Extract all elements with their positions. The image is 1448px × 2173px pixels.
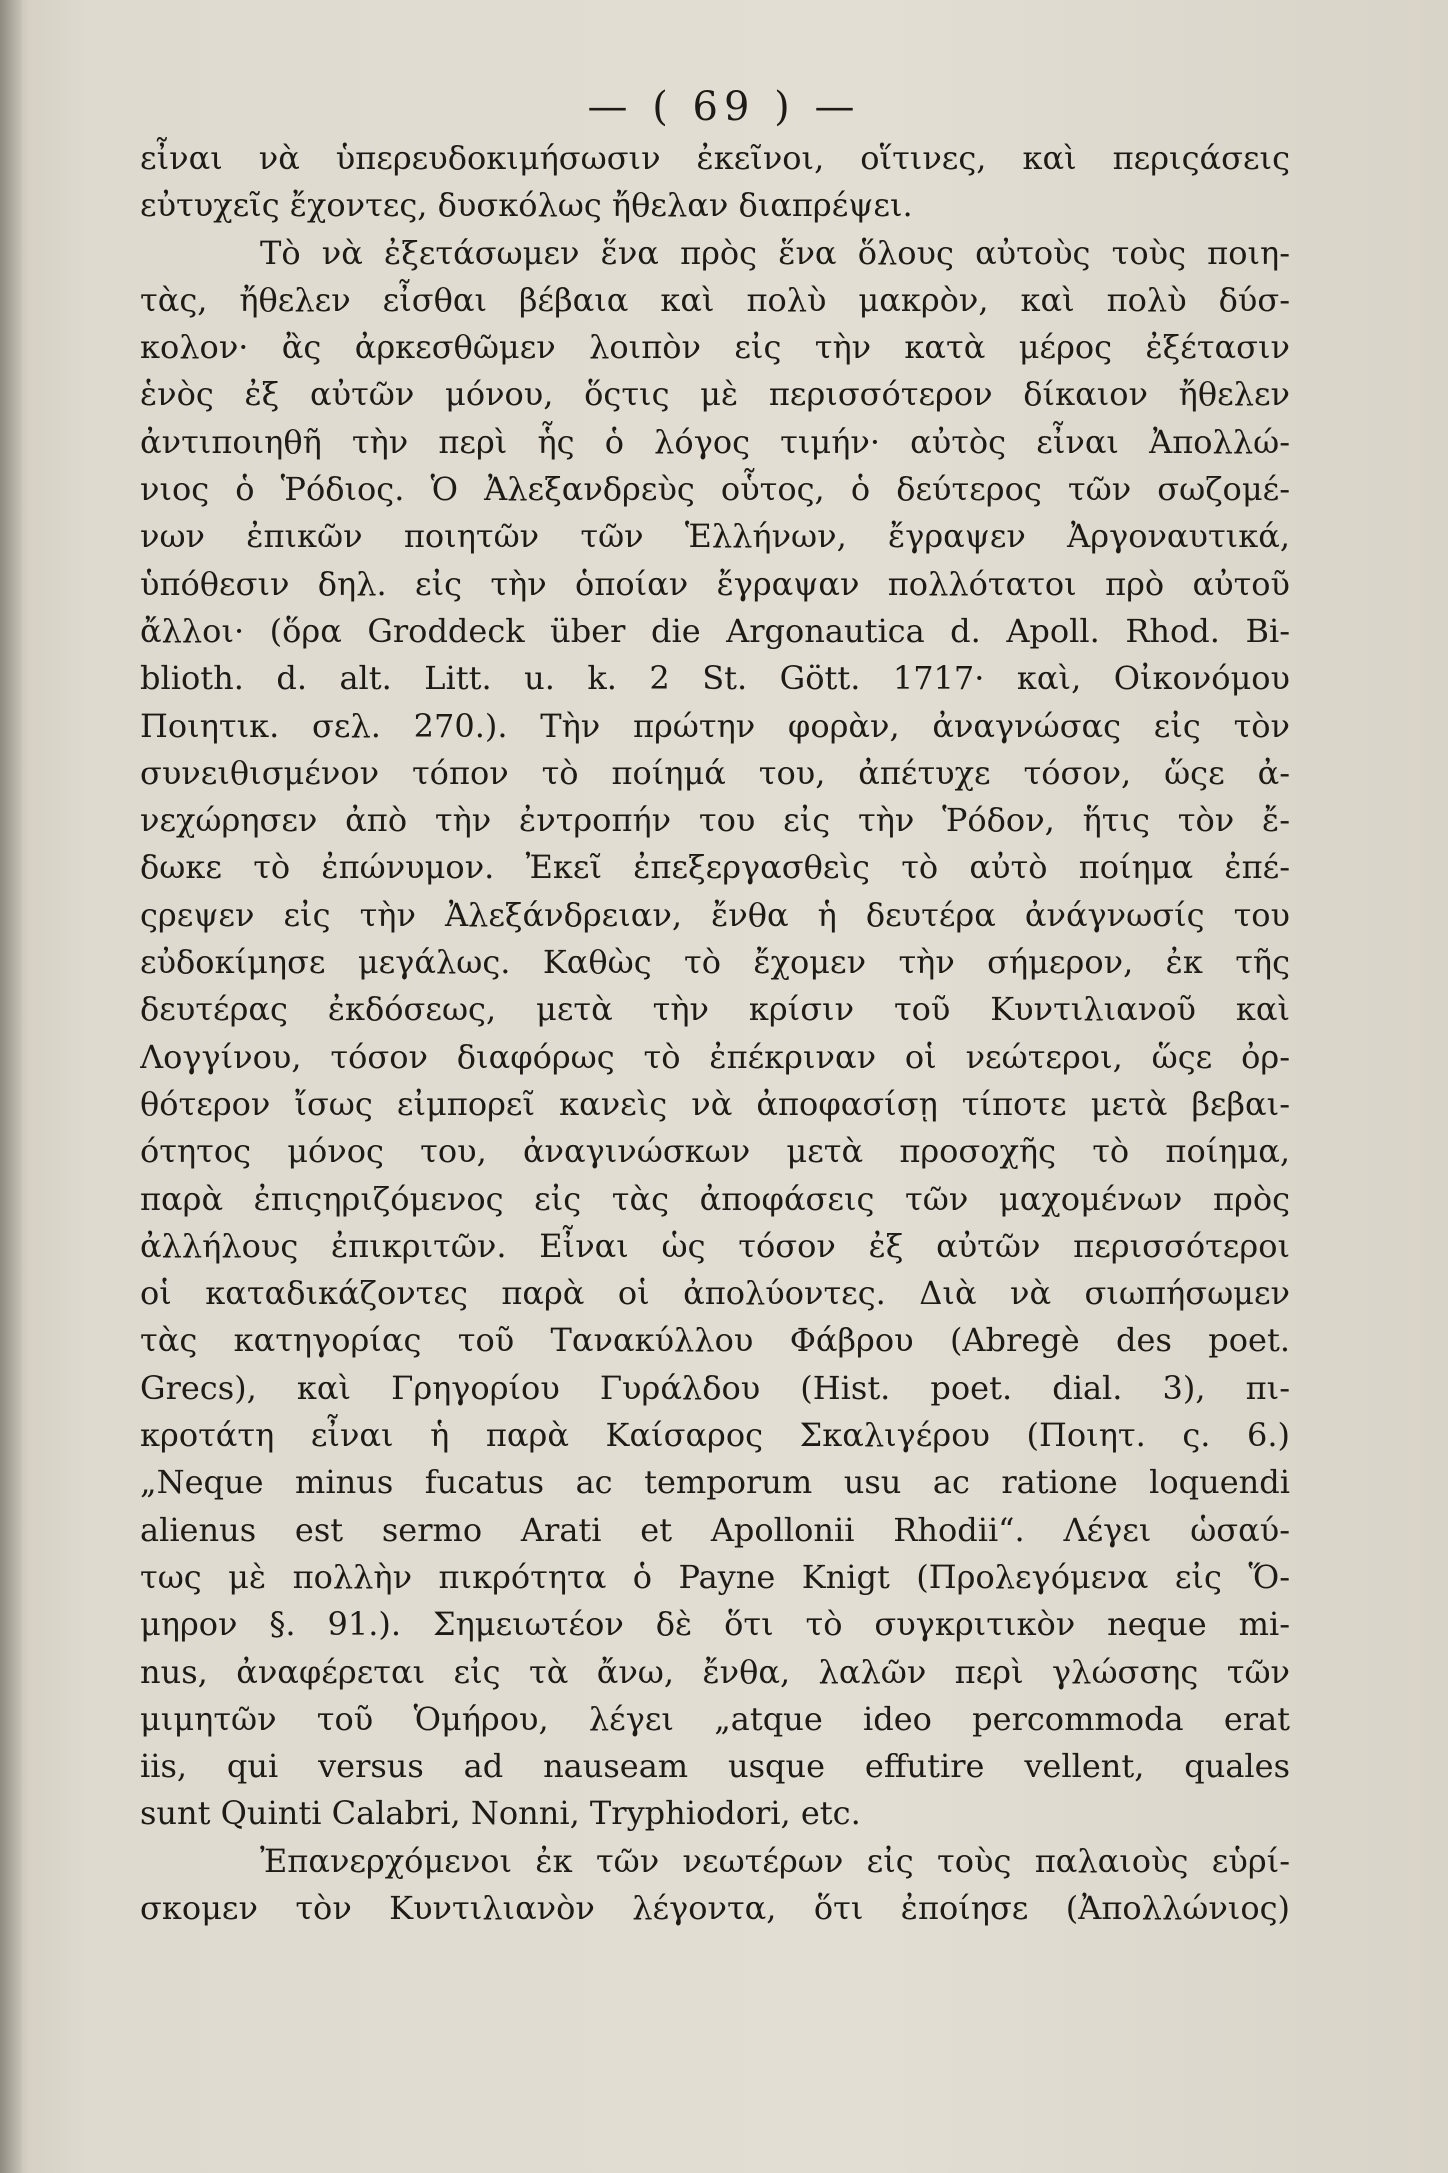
text-line: εὐτυχεῖς ἔχοντες, δυσκόλως ἤθελαν διαπρέψει. <box>140 186 913 225</box>
text-line: δωκε τὸ ἐπώνυμον. Ἐκεῖ ἐπεξεργασθεὶς τὸ αὐτὸ ποίημα ἐπέ- <box>140 848 1290 887</box>
text-line: blioth. d. alt. Litt. u. k. 2 St. Gött. 1717· καὶ, Οἰκονόμου <box>140 659 1290 698</box>
text-line: νιος ὁ Ῥόδιος. Ὁ Ἀλεξανδρεὺς οὗτος, ὁ δεύτερος τῶν σωζομέ- <box>140 470 1290 509</box>
text-line: Ποιητικ. σελ. 270.). Τὴν πρώτην φορὰν, ἀναγνώσας εἰς τὸν <box>140 706 1290 745</box>
text-line: μιμητῶν τοῦ Ὁμήρου, λέγει „atque ideo percommoda erat <box>140 1699 1290 1738</box>
text-line: ότητος μόνος του, ἀναγινώσκων μετὰ προσοχῆς τὸ ποίημα, <box>140 1132 1290 1171</box>
text-line: εὐδοκίμησε μεγάλως. Καθὼς τὸ ἔχομεν τὴν σήμερον, ἐκ τῆς <box>140 943 1290 982</box>
text-line: νων ἐπικῶν ποιητῶν τῶν Ἑλλήνων, ἔγραψεν Ἀργοναυτικά, <box>140 517 1290 556</box>
text-line: alienus est sermo Arati et Apollonii Rhodii“. Λέγει ὡσαύ- <box>140 1510 1290 1549</box>
text-line: τὰς κατηγορίας τοῦ Τανακύλλου Φάβρου (Abregè des poet. <box>140 1321 1290 1360</box>
text-line: κροτάτη εἶναι ἡ παρὰ Καίσαρος Σκαλιγέρου (Ποιητ. ς. 6.) <box>140 1416 1290 1455</box>
text-line: sunt Quinti Calabri, Nonni, Tryphiodori, etc. <box>140 1794 861 1833</box>
text-line: ἑνὸς ἐξ αὐτῶν μόνου, ὅςτις μὲ περισσότερον δίκαιον ἤθελεν <box>140 375 1290 414</box>
text-line: nus, ἀναφέρεται εἰς τὰ ἄνω, ἔνθα, λαλῶν περὶ γλώσσης τῶν <box>140 1652 1290 1691</box>
text-line: μηρον §. 91.). Σημειωτέον δὲ ὅτι τὸ συγκριτικὸν neque mi- <box>140 1605 1290 1644</box>
page-number-header: — ( 69 ) — <box>587 84 861 130</box>
text-line: τως μὲ πολλὴν πικρότητα ὁ Payne Knigt (Προλεγόμενα εἰς Ὅ- <box>140 1557 1290 1596</box>
text-line: ἄλλοι· (ὅρα Groddeck über die Argonautica d. Apoll. Rhod. Bi- <box>140 611 1290 650</box>
text-line: ἀντιποιηθῆ τὴν περὶ ἧς ὁ λόγος τιμήν· αὐτὸς εἶναι Ἀπολλώ- <box>140 422 1290 461</box>
text-line: „Neque minus fucatus ac temporum usu ac ratione loquendi <box>140 1463 1290 1502</box>
text-line: ςρεψεν εἰς τὴν Ἀλεξάνδρειαν, ἔνθα ἡ δευτέρα ἀνάγνωσίς του <box>140 895 1290 934</box>
text-line: τὰς, ἤθελεν εἶσθαι βέβαια καὶ πολὺ μακρὸν, καὶ πολὺ δύσ- <box>140 280 1290 319</box>
text-line: iis, qui versus ad nauseam usque effutire vellent, quales <box>140 1747 1290 1786</box>
text-line: θότερον ἴσως εἰμπορεῖ κανεὶς νὰ ἀποφασίσῃ τίποτε μετὰ βεβαι- <box>140 1084 1290 1123</box>
page-body-text <box>140 135 1290 1932</box>
text-line: οἱ καταδικάζοντες παρὰ οἱ ἀπολύοντες. Διὰ νὰ σιωπήσωμεν <box>140 1274 1290 1313</box>
text-line: ἀλλήλους ἐπικριτῶν. Εἶναι ὡς τόσον ἐξ αὐτῶν περισσότεροι <box>140 1226 1290 1265</box>
text-line: παρὰ ἐπιςηριζόμενος εἰς τὰς ἀποφάσεις τῶν μαχομένων πρὸς <box>140 1179 1290 1218</box>
text-line: Ἐπανερχόμενοι ἐκ τῶν νεωτέρων εἰς τοὺς παλαιοὺς εὑρί- <box>260 1841 1290 1880</box>
text-line: Λογγίνου, τόσον διαφόρως τὸ ἐπέκριναν οἱ νεώτεροι, ὥςε ὀρ- <box>140 1037 1290 1076</box>
text-line: συνειθισμένον τόπον τὸ ποίημά του, ἀπέτυχε τόσον, ὥςε ἀ- <box>140 753 1290 792</box>
text-line: νεχώρησεν ἀπὸ τὴν ἐντροπήν του εἰς τὴν Ῥόδον, ἥτις τὸν ἔ- <box>140 801 1290 840</box>
text-line: κολον· ἂς ἀρκεσθῶμεν λοιπὸν εἰς τὴν κατὰ μέρος ἐξέτασιν <box>140 328 1290 367</box>
text-line: Τὸ νὰ ἐξετάσωμεν ἕνα πρὸς ἕνα ὅλους αὐτοὺς τοὺς ποιη- <box>260 233 1290 272</box>
page-gutter-shadow <box>0 0 22 2173</box>
text-line: σκομεν τὸν Κυντιλιανὸν λέγοντα, ὅτι ἐποίησε (Ἀπολλώνιος) <box>140 1888 1290 1927</box>
text-line: ὑπόθεσιν δηλ. εἰς τὴν ὁποίαν ἔγραψαν πολλότατοι πρὸ αὐτοῦ <box>140 564 1290 603</box>
text-line: εἶναι νὰ ὑπερευδοκιμήσωσιν ἐκεῖνοι, οἵτινες, καὶ περιςάσεις <box>140 139 1290 177</box>
text-line: δευτέρας ἐκδόσεως, μετὰ τὴν κρίσιν τοῦ Κυντιλιανοῦ καὶ <box>140 990 1290 1029</box>
text-line: Grecs), καὶ Γρηγορίου Γυράλδου (Hist. poet. dial. 3), πι- <box>140 1368 1290 1407</box>
